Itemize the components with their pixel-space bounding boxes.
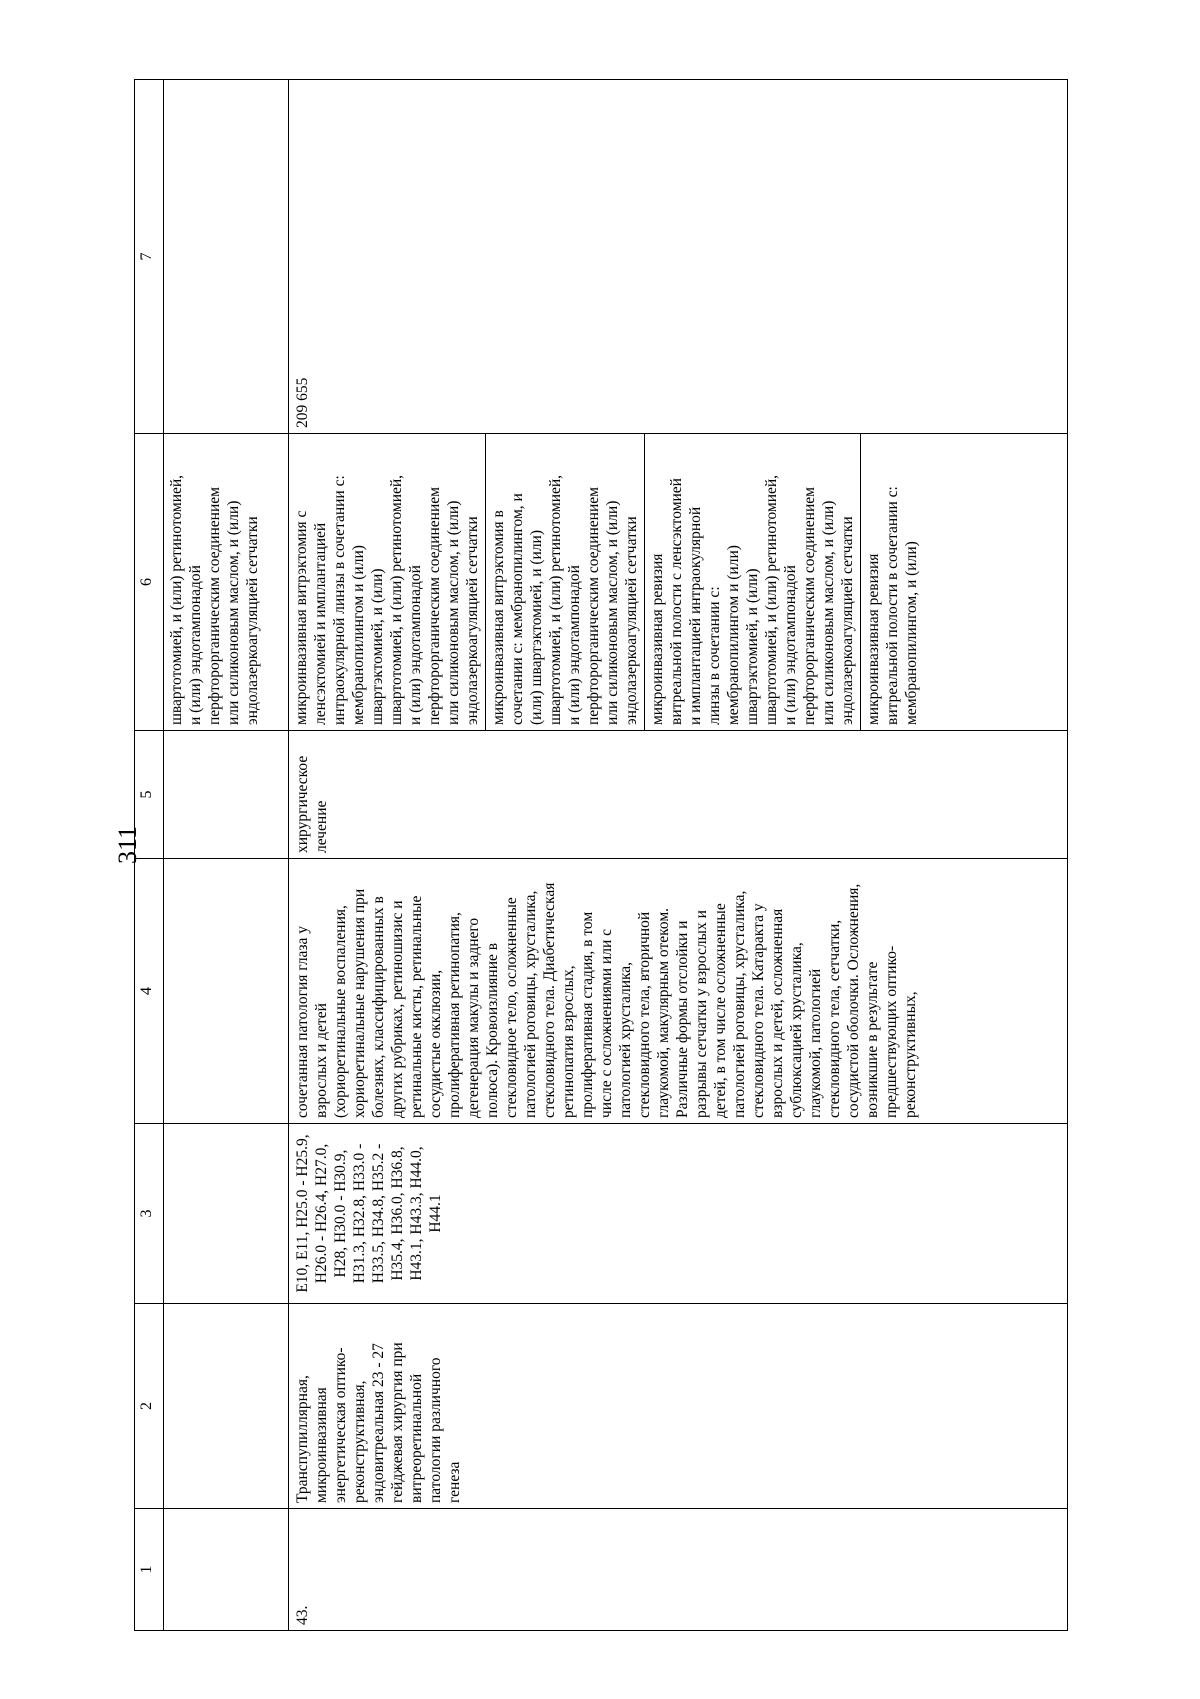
continuation-method-cell — [164, 434, 289, 731]
method-line: витреальной полости в сочетании с: — [884, 486, 901, 725]
method-line: перфторорганическим соединением — [801, 487, 818, 725]
header-col-7: 7 — [135, 80, 164, 434]
treatment-method-cell — [289, 434, 1068, 731]
header-col-1: 1 — [135, 1509, 164, 1631]
procedure-name-line: патологии различного — [427, 1357, 444, 1503]
method-line: или силиконовым маслом, и (или) — [604, 500, 621, 725]
method-line: ленсэктомией и имплантацией — [312, 522, 329, 725]
cost-cell: 209 655 — [289, 80, 1068, 434]
patient-model-line: стекловидного тела, сетчатки, — [826, 919, 843, 1118]
continuation-number-cell — [164, 1509, 289, 1631]
method-line: швартотомией, и (или) ретинотомией, — [763, 474, 780, 725]
continuation-name-cell — [164, 1304, 289, 1509]
icd-codes-line: H35.4, H36.0, H36.8, — [389, 1146, 406, 1281]
icd-codes-line: H44.1 — [427, 1194, 444, 1233]
page-number: 311 — [113, 825, 142, 865]
icd-codes-line: E10, E11, H25.0 - H25.9, — [294, 1134, 311, 1293]
patient-model-line: стекловидное тело, осложненные — [503, 897, 520, 1118]
procedure-name-line: витреоретинальной — [408, 1373, 425, 1503]
method-line: эндолазеркоагуляцией сетчатки — [839, 516, 856, 725]
procedure-name-line: генеза — [446, 1461, 463, 1503]
procedure-name-line: гейджевая хирургия при — [389, 1342, 406, 1503]
method-line: интраокулярной линзы в сочетании с: — [331, 475, 348, 725]
procedure-name-line: Транспупиллярная, — [294, 1375, 311, 1503]
header-col-6: 6 — [135, 434, 164, 731]
header-col-3: 3 — [135, 1124, 164, 1304]
icd-codes-line: H28, H30.0 - H30.9, — [332, 1149, 349, 1278]
patient-model-line: полюса). Кровоизлияние в — [484, 942, 501, 1118]
treatment-method-block-1 — [289, 434, 486, 730]
patient-model-line: других рубриках, ретиношизис и — [389, 900, 406, 1118]
method-line: микроинвазивная витрэктомия с — [293, 510, 310, 725]
patient-model-line: пролиферативная ретинопатия, — [446, 912, 463, 1118]
procedure-name-line: энергетическая оптико- — [332, 1347, 349, 1503]
header-col-2: 2 — [135, 1304, 164, 1509]
method-line: эндолазеркоагуляцией сетчатки — [623, 516, 640, 725]
icd-codes-line: H43.1, H43.3, H44.0, — [408, 1146, 425, 1281]
header-col-5: 5 — [135, 731, 164, 859]
icd-codes-line: H31.3, H32.8, H33.0 - — [351, 1143, 368, 1284]
patient-model-line: стекловидного тела, вторичной — [636, 911, 653, 1118]
icd-codes-cell — [289, 1124, 1068, 1304]
patient-model-line: разрывы сетчатки у взрослых и — [693, 910, 710, 1118]
header-row — [135, 80, 164, 1631]
patient-model-line: глаукомой, макулярным отеком. — [655, 908, 672, 1118]
patient-model-line: болезнях, классифицированных в — [370, 896, 387, 1118]
patient-model-line: ретинопатия взрослых, — [560, 965, 577, 1118]
treatment-type-line: хирургическое — [294, 755, 311, 853]
method-line: эндолазеркоагуляцией сетчатки — [244, 516, 261, 725]
method-line: перфторорганическим соединением — [585, 487, 602, 725]
patient-model-line: сосудистой оболочки. Осложнения, — [845, 883, 862, 1118]
patient-model-line: взрослых и детей, осложненная — [769, 908, 786, 1118]
treatment-method-block-2 — [486, 434, 645, 730]
patient-model-line: сублюксацией хрусталика, — [788, 942, 805, 1118]
method-line: швартотомией, и (или) ретинотомией, — [388, 474, 405, 725]
patient-model-line: Различные формы отслойки и — [674, 920, 691, 1118]
icd-codes-line: H26.0 - H26.4, H27.0, — [313, 1143, 330, 1284]
continuation-codes-cell — [164, 1124, 289, 1304]
method-line: мембранопилингом и (или) — [725, 545, 742, 725]
header-col-4: 4 — [135, 859, 164, 1124]
method-line: перфторорганическим соединением — [206, 487, 223, 725]
method-line: витреальной полости с ленсэктомией — [668, 478, 685, 725]
method-line: и (или) эндотампонадой — [187, 565, 204, 725]
patient-model-cell — [289, 859, 1068, 1124]
method-line: швартэктомией, и (или) — [369, 568, 386, 725]
method-line: линзы в сочетании с: — [706, 586, 723, 725]
method-line: (или) швартэктомией, и (или) — [528, 529, 545, 725]
method-line: и (или) эндотампонадой — [782, 565, 799, 725]
method-line: мембранопилингом и (или) — [350, 545, 367, 725]
procedure-name-cell — [289, 1304, 1068, 1509]
patient-model-line: глаукомой, патологией — [807, 968, 824, 1118]
procedures-table — [134, 79, 1068, 1631]
patient-model-line: хориоретинальные нарушения при — [351, 888, 368, 1118]
patient-model-line: стекловидного тела. Катаракта у — [750, 903, 767, 1118]
treatment-method-block-3 — [645, 434, 861, 730]
patient-model-line: сочетанная патология глаза у — [294, 925, 311, 1118]
patient-model-line: (хориоретинальные воспаления, — [332, 905, 349, 1118]
method-line: микроинвазивная ревизия — [649, 553, 666, 725]
continuation-row — [164, 80, 289, 1631]
method-line: или силиконовым маслом, и (или) — [225, 500, 242, 725]
icd-codes-line: H33.5, H34.8, H35.2 - — [370, 1143, 387, 1284]
method-line: перфторорганическим соединением — [426, 487, 443, 725]
continuation-method-block — [164, 434, 265, 730]
method-line: микроинвазивная витрэктомия в — [490, 510, 507, 725]
method-line: или силиконовым маслом, и (или) — [820, 500, 837, 725]
treatment-method-block-4 — [861, 434, 924, 730]
patient-model-line: взрослых и детей — [313, 1003, 330, 1118]
method-line: и имплантацией интраокулярной — [687, 506, 704, 725]
procedure-name-line: микроинвазивная — [313, 1387, 330, 1503]
method-line: швартотомией, и (или) ретинотомией, — [547, 474, 564, 725]
continuation-model-cell — [164, 859, 289, 1124]
method-line: и (или) эндотампонадой — [407, 565, 424, 725]
method-line: швартотомией, и (или) ретинотомией, — [168, 474, 185, 725]
procedure-name-line: реконструктивная, — [351, 1380, 368, 1503]
patient-model-line: числе с осложнениями или с — [598, 929, 615, 1118]
patient-model-line: сосудистые окклюзии, — [427, 969, 444, 1118]
patient-model-line: патологией роговицы, хрусталика, — [522, 890, 539, 1118]
patient-model-line: патологией роговицы, хрусталика, — [731, 890, 748, 1118]
patient-model-line: предшествующих оптико- — [883, 945, 900, 1118]
patient-model-line: реконструктивных, — [902, 991, 919, 1118]
patient-model-line: дегенерация макулы и заднего — [465, 917, 482, 1118]
row-number-cell: 43. — [289, 1509, 1068, 1631]
patient-model-line: патологией хрусталика, — [617, 961, 634, 1118]
patient-model-line: стекловидного тела. Диабетическая — [541, 882, 558, 1118]
method-line: сочетании с: мембранопилингом, и — [509, 493, 526, 725]
method-line: швартэктомией, и (или) — [744, 568, 761, 725]
row-43 — [289, 80, 1068, 1631]
procedure-name-line: эндовитреальная 23 - 27 — [370, 1343, 387, 1503]
treatment-type-cell — [289, 731, 1068, 859]
method-line: мембранопилингом, и (или) — [903, 541, 920, 725]
continuation-cost-cell — [164, 80, 289, 434]
method-line: микроинвазивная ревизия — [865, 553, 882, 725]
patient-model-line: пролиферативная стадия, в том — [579, 911, 596, 1118]
patient-model-line: ретинальные кисты, ретинальные — [408, 895, 425, 1118]
patient-model-line: детей, в том числе осложненные — [712, 903, 729, 1118]
method-line: и (или) эндотампонадой — [566, 565, 583, 725]
method-line: или силиконовым маслом, и (или) — [445, 500, 462, 725]
procedures-table-wrapper — [134, 80, 1078, 1631]
patient-model-line: возникшие в результате — [864, 961, 881, 1118]
method-line: эндолазеркоагуляцией сетчатки — [464, 516, 481, 725]
treatment-type-line: лечение — [313, 800, 330, 853]
continuation-treatment-cell — [164, 731, 289, 859]
